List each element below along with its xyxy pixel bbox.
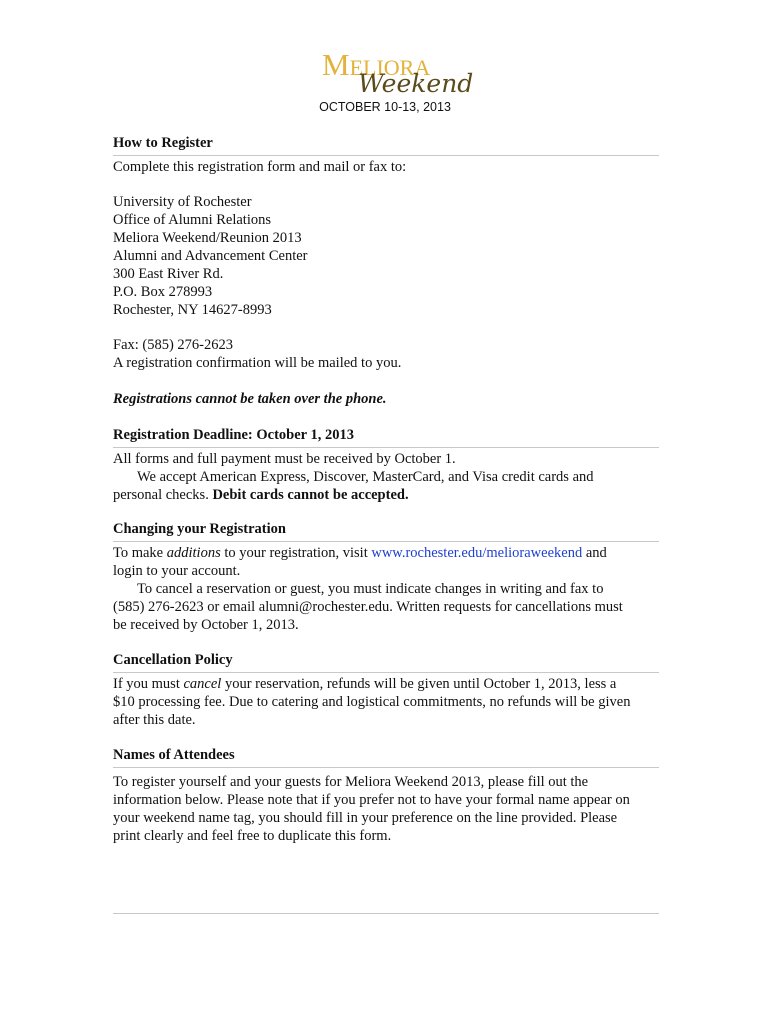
cancellation-heading: Cancellation Policy: [113, 652, 233, 668]
attendees-line: your weekend name tag, you should fill in your preference on the line provided. Please: [113, 810, 618, 826]
attendees-line: To register yourself and your guests for Meliora Weekend 2013, please fill out the: [113, 774, 589, 790]
no-phone-notice: Registrations cannot be taken over the phone.: [113, 391, 387, 407]
deadline-line: [113, 486, 661, 504]
cancellation-text: your reservation, refunds will be given until October 1, 2013, less a: [221, 676, 617, 692]
attendees-line: print clearly and feel free to duplicate this form.: [113, 828, 392, 844]
register-intro: Complete this registration form and mail or fax to:: [113, 159, 407, 175]
cancel-emphasis: cancel: [183, 676, 222, 692]
changing-text: To make: [113, 545, 167, 561]
deadline-heading: Registration Deadline: October 1, 2013: [113, 427, 354, 443]
cancellation-text: If you must: [113, 676, 184, 692]
additions-emphasis: additions: [166, 545, 221, 561]
address-line: Alumni and Advancement Center: [113, 248, 308, 264]
cancellation-line: after this date.: [113, 712, 196, 728]
changing-line: (585) 276-2623 or email alumni@rochester.edu. Written requests for cancellations must: [113, 599, 623, 615]
confirmation-note: A registration confirmation will be mailed to you.: [113, 355, 402, 371]
bottom-divider: [113, 913, 659, 914]
address-line: P.O. Box 278993: [113, 284, 213, 300]
changing-line: To cancel a reservation or guest, you must indicate changes in writing and fax to: [137, 581, 604, 597]
deadline-text: personal checks.: [113, 487, 213, 503]
changing-line: [113, 544, 661, 562]
section-divider: [113, 672, 659, 673]
changing-text: to your registration, visit: [220, 545, 372, 561]
address-line: Office of Alumni Relations: [113, 212, 271, 228]
event-dates: OCTOBER 10-13, 2013: [319, 100, 451, 114]
changing-heading: Changing your Registration: [113, 521, 286, 537]
attendees-heading: Names of Attendees: [113, 747, 235, 763]
address-line: 300 East River Rd.: [113, 266, 224, 282]
logo-weekend-text: Weekend: [358, 69, 474, 98]
changing-line: be received by October 1, 2013.: [113, 617, 299, 633]
cancellation-line: $10 processing fee. Due to catering and logistical commitments, no refunds will be given: [113, 694, 631, 710]
changing-text: and: [582, 545, 607, 561]
cancellation-line: [113, 675, 661, 693]
deadline-line: All forms and full payment must be received by October 1.: [113, 451, 456, 467]
debit-card-notice: Debit cards cannot be accepted.: [212, 487, 409, 503]
section-divider: [113, 447, 659, 448]
deadline-line: We accept American Express, Discover, MasterCard, and Visa credit cards and: [137, 469, 594, 485]
address-line: University of Rochester: [113, 194, 252, 210]
attendees-line: information below. Please note that if you prefer not to have your formal name appear on: [113, 792, 630, 808]
fax-number: Fax: (585) 276-2623: [113, 337, 234, 353]
how-to-register-heading: How to Register: [113, 135, 213, 151]
section-divider: [113, 767, 659, 768]
section-divider: [113, 155, 659, 156]
address-line: Meliora Weekend/Reunion 2013: [113, 230, 302, 246]
section-divider: [113, 541, 659, 542]
changing-line: login to your account.: [113, 563, 241, 579]
address-line: Rochester, NY 14627-8993: [113, 302, 272, 318]
logo-meliora-text: Meliora: [322, 47, 431, 82]
meliora-weekend-link[interactable]: www.rochester.edu/melioraweekend: [371, 545, 583, 561]
meliora-weekend-logo: [318, 47, 474, 102]
